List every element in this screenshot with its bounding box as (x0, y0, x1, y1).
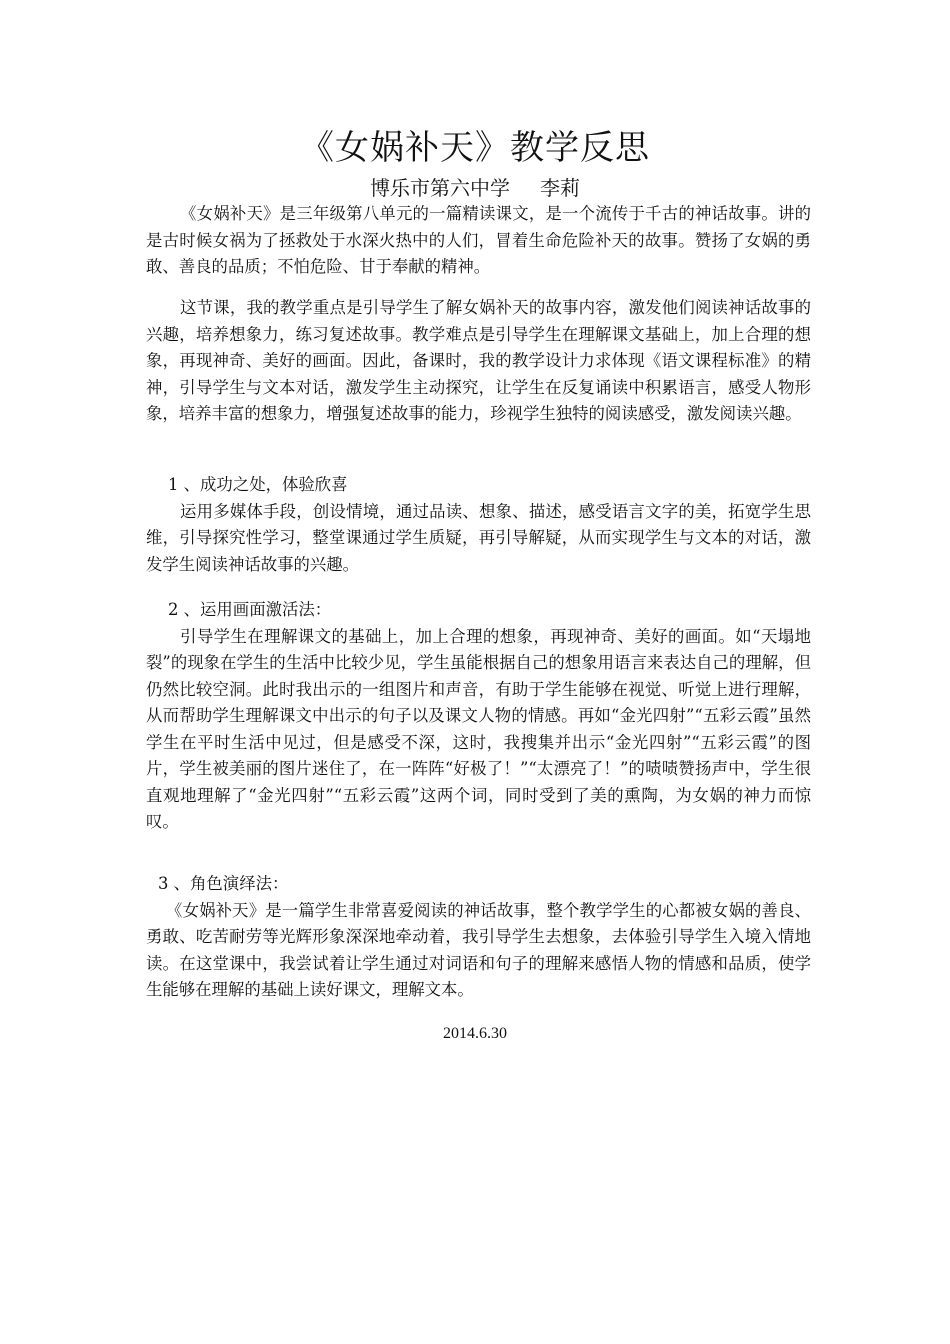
section-heading: 2 、运用画面激活法： (168, 600, 332, 619)
school-name: 博乐市第六中学 (370, 176, 510, 200)
document-title: 《女娲补天》教学反思 (300, 128, 650, 168)
section-heading: 3 、角色演绎法： (158, 874, 289, 893)
section-body: 运用多媒体手段，创设情境，通过品读、想象、描述，感受语言文字的美，拓宽学生思维，引导探究性学习，整堂课通过学生质疑，再引导解疑，从而实现学生与文本的对话，激发学生阅读神话故事的兴趣。 (146, 501, 811, 574)
section-body: 引导学生在理解课文的基础上，加上合理的想象，再现神奇、美好的画面。如“天塌地裂”的现象在学生的生活中比较少见，学生虽能根据自己的想象用语言来表达自己的理解，但仍然比较空洞。此时我出示的一组图片和声音，有助于学生能够在视觉、听觉上进行理解，从而帮助学生理解课文中出示的句子以及课文人物的情感。再如“金光四射”“五彩云霞”虽然学生在平时生活中见过，但是感受不深，这时，我搜集并出示“金光四射”“五彩云霞”的图片，学生被美丽的图片迷住了，在一阵阵“好极了！”“太漂亮了！”的啧啧赞扬声中，学生很直观地理解了“金光四射”“五彩云霞”这两个词，同时受到了美的熏陶，为女娲的神力而惊叹。 (146, 626, 811, 831)
section-body: 《女娲补天》是一篇学生非常喜爱阅读的神话故事，整个教学学生的心都被女娲的善良、勇敢、吃苦耐劳等光辉形象深深地牵动着，我引导学生去想象，去体验引导学生入境入情地读。在这堂课中，我尝试着让学生通过对词语和句子的理解来感悟人物的情感和品质，使学生能够在理解的基础上读好课文，理解文本。 (146, 900, 811, 999)
focus-paragraph: 这节课，我的教学重点是引导学生了解女娲补天的故事内容，激发他们阅读神话故事的兴趣，培养想象力，练习复述故事。教学难点是引导学生在理解课文基础上，加上合理的想象，再现神奇、美好的画面。因此，备课时，我的教学设计力求体现《语文课程标准》的精神，引导学生与文本对话，激发学生主动探究，让学生在反复诵读中积累语言，感受人物形象，培养丰富的想象力，增强复述故事的能力，珍视学生独特的阅读感受，激发阅读兴趣。 (146, 298, 811, 423)
section-3 (146, 871, 811, 1004)
section-1 (146, 472, 811, 578)
intro-paragraph: 《女娲补天》是三年级第八单元的一篇精读课文，是一个流传于千古的神话故事。讲的是古时候女祸为了拯救处于水深火热中的人们，冒着生命危险补天的故事。赞扬了女娲的勇敢、善良的品质；不怕危险、甘于奉献的精神。 (146, 204, 811, 276)
section-2 (146, 597, 811, 836)
section-heading: 1 、成功之处，体验欣喜 (168, 475, 348, 494)
author-line (0, 175, 950, 201)
document-date: 2014.6.30 (443, 1025, 507, 1042)
intro-block (146, 201, 811, 281)
focus-block (146, 295, 811, 428)
author-name: 李莉 (540, 176, 580, 200)
